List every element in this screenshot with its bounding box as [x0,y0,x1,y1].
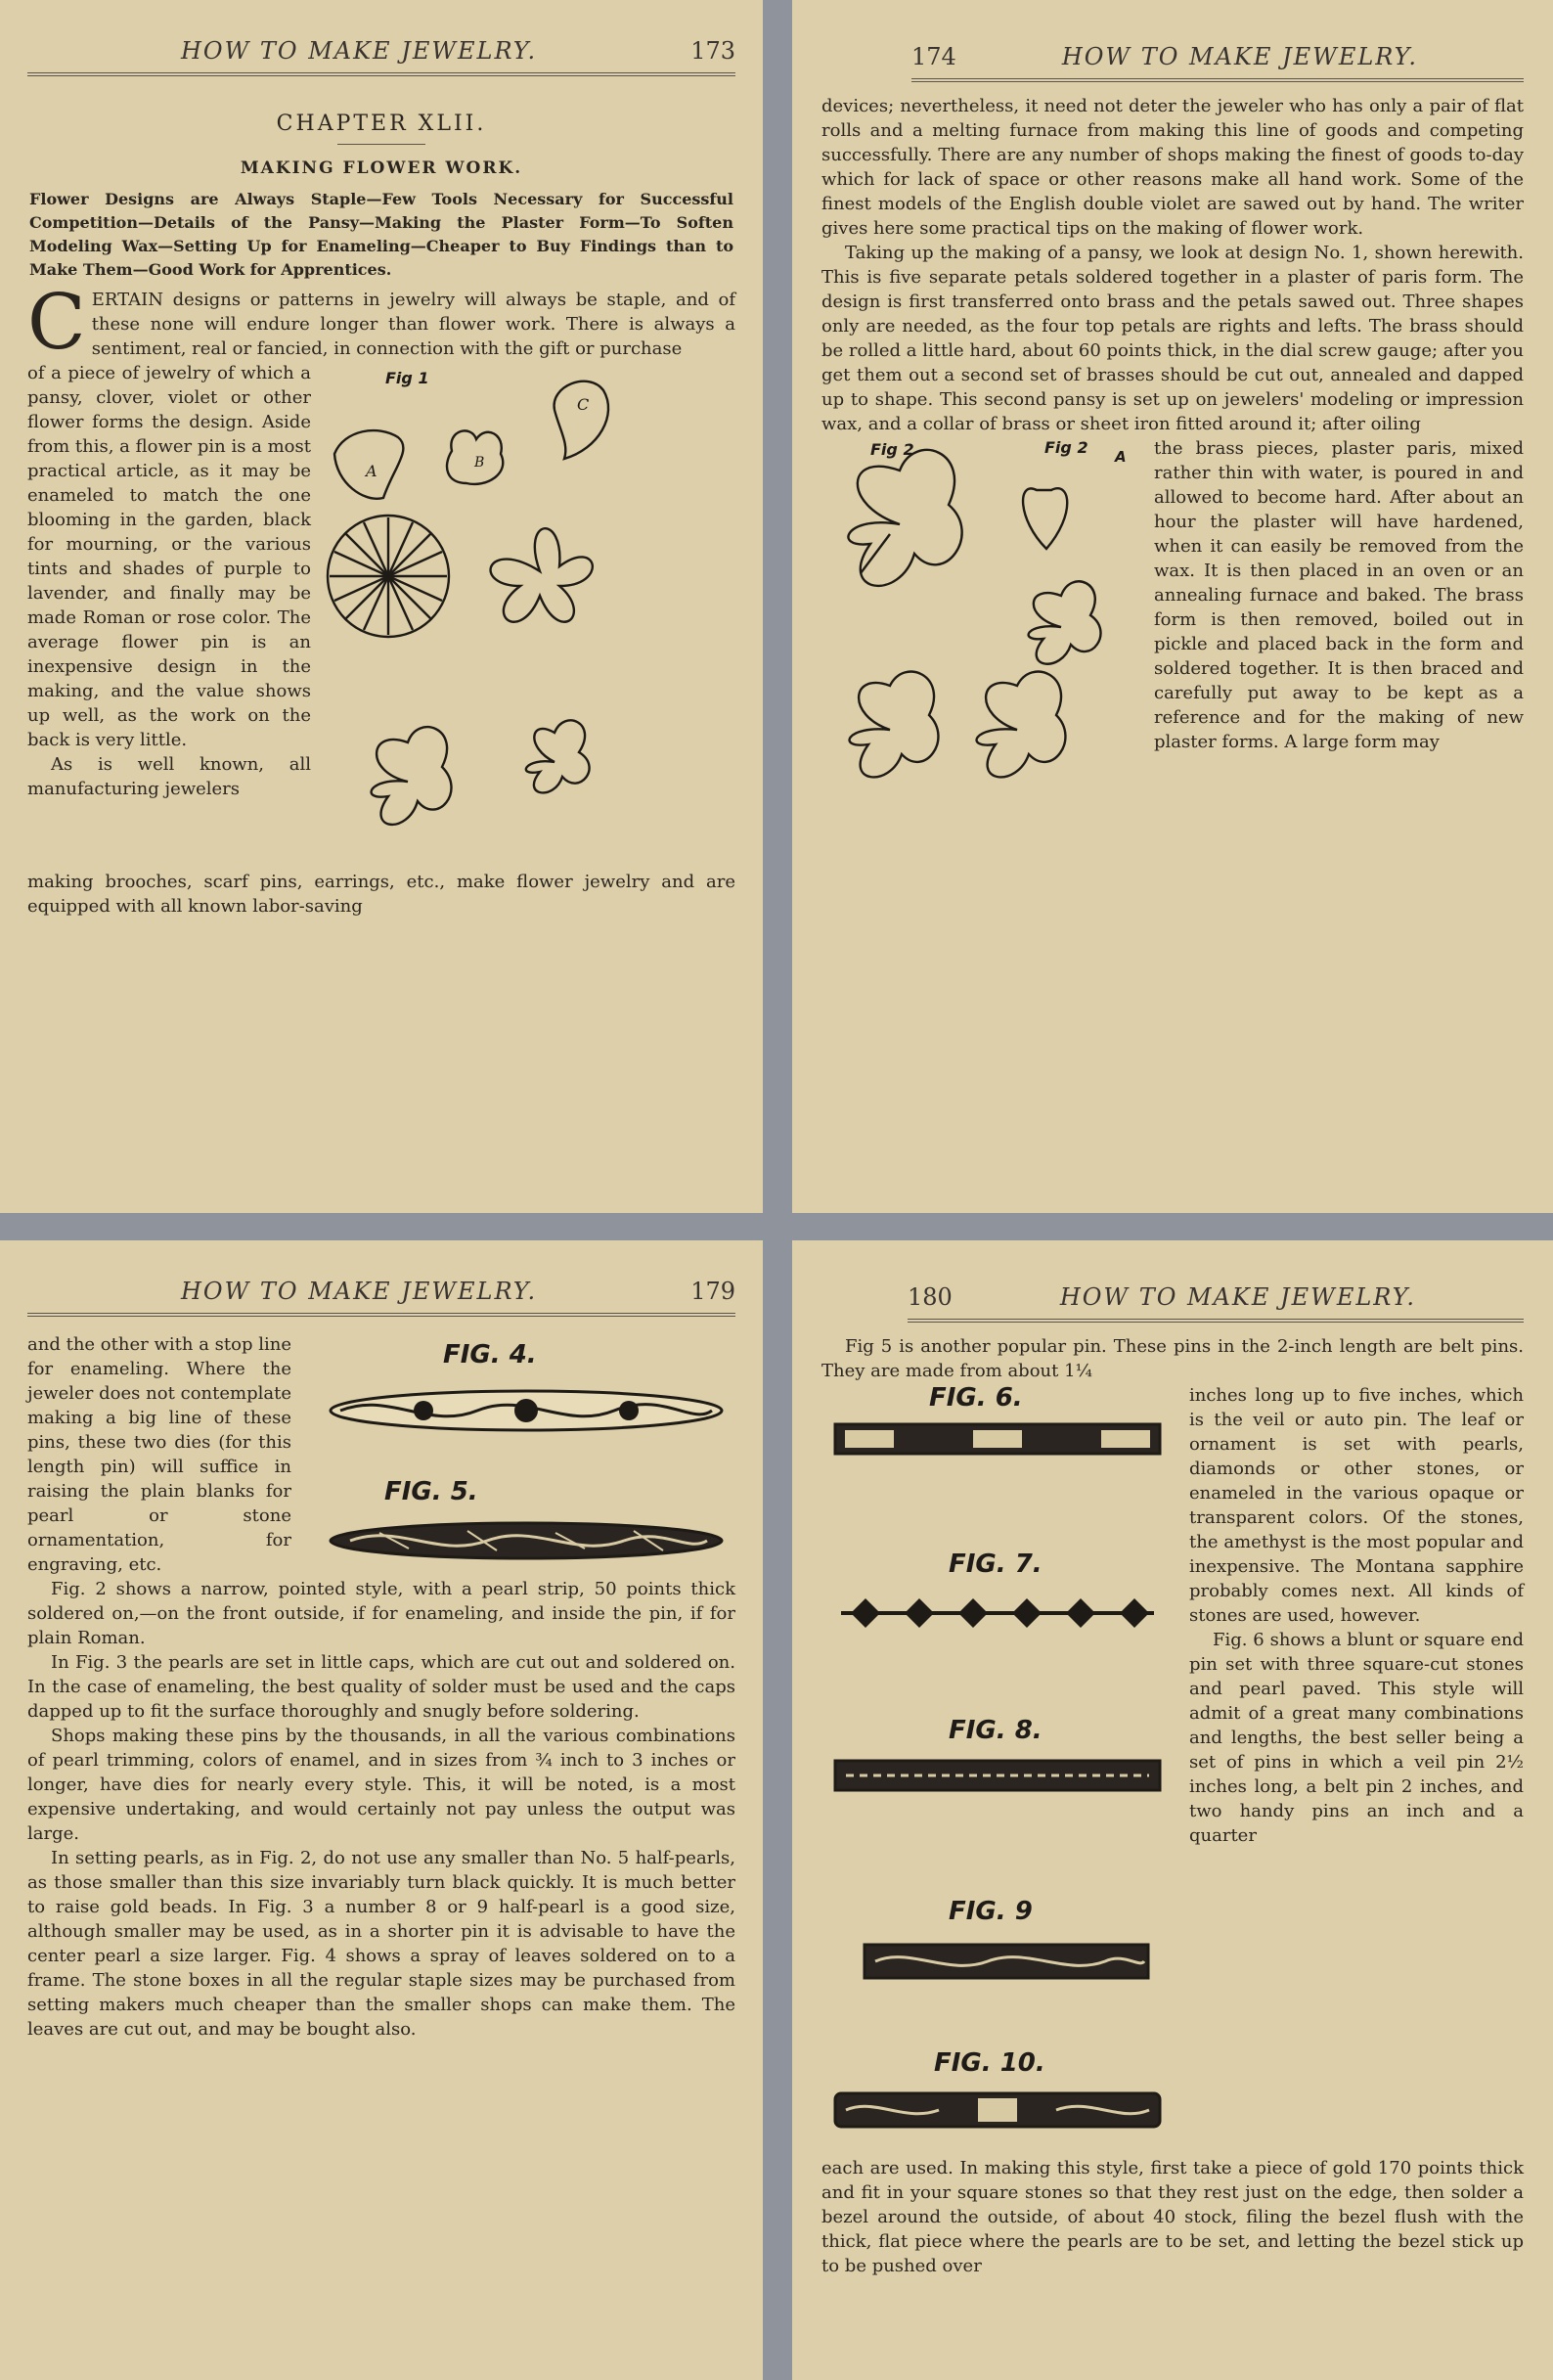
figure-2-group [821,436,1154,808]
figure-1-group [325,361,735,870]
fig-2-label: Fig 2 [870,440,914,459]
fig-4-label: FIG. 4. [443,1340,537,1370]
page-number: 173 [690,37,735,65]
paragraph-text: Taking up the making of a pansy, we look at design No. 1, shown herewith. This is five separate petals soldered together in a plaster of paris form. The design is first transferred onto brass and the petals sawed out. Three shapes only are needed, as the four top petals are rights and lefts. The brass should be rolled a little hard, about 60 points thick, in the dial screw gauge; after you get them out a second set of brasses should be cut out, annealed and dapped up to shape. This second pansy is set up on jewelers' modeling or impression wax, and a collar of brass or sheet iron fitted around it; after oiling [821,243,1524,434]
fig-2a-label: Fig 2 [1044,438,1088,457]
paragraph-text: Fig. 2 shows a narrow, pointed style, with a pearl strip, 50 points thick soldered on,—on the front outside, if for enameling, and inside the pin, if for plain Roman. [27,1579,735,1648]
fig-2-clover-illustration [821,436,1154,808]
fig-1-petals-illustration [325,361,735,870]
paragraph-text: making brooches, scarf pins, earrings, etc., make flower jewelry and are equipped with all known labor-saving [27,872,735,917]
running-title: HOW TO MAKE JEWELRY. [1061,43,1418,70]
fig-1-part-b: B [474,455,485,471]
fig-7-pin-illustration [831,1589,1164,1638]
paragraph-text: the brass pieces, plaster paris, mixed rather thin with water, is poured in and allowed to become hard. After about an hour the plaster will have hardened, when it can easily be removed from the wax. It is then placed in an oven or an annealing furnace and baked. The brass form is then removed, boiled out in pickle and placed back in the form and soldered together. It is then braced and carefully put away to be kept as a reference and for the making of new plaster forms. A large form may [1154,438,1524,752]
paragraph-text: each are used. In making this style, first take a piece of gold 170 points thick and fit in your square stones so that they rest just on the edge, then solder a bezel around the outside, of about 40 stock, filing the bezel flush with the thick, flat piece where the pearls are to be set, and letting the bezel stick up to be pushed over [821,2158,1524,2276]
running-title: HOW TO MAKE JEWELRY. [181,37,538,65]
paragraph-text: Fig. 6 shows a blunt or square end pin set with three square-cut stones and pearl paved. This style will admit of a great many combinations and lengths, the best seller being a set of pins in which a veil pin 2½ inches long, a belt pin 2 inches, and two handy pins an inch and a quarter [1189,1630,1524,1846]
page-number: 174 [911,43,956,70]
figures-6-10-group [821,1383,1183,2156]
page-180 [792,1240,1553,2380]
fig-1-part-c: C [577,395,590,414]
paragraph-text: In setting pearls, as in Fig. 2, do not use any smaller than No. 5 half-pearls, as those smaller than this size invariably turn black quickly. It is much better to raise gold beads. In Fig. 3 a number 8 or 9 half-pearl is a good size, although smaller may be used, as in a shorter pin it is advisable to have the center pearl a size larger. Fig. 4 shows a spray of leaves soldered on to a frame. The stone boxes in all the regular staple sizes may be purchased from setting makers much cheaper than the smaller shops can make them. The leaves are cut out, and may be bought also. [27,1848,735,2040]
fig-6-label: FIG. 6. [929,1383,1023,1413]
paragraph [27,279,735,367]
running-head [911,43,1524,82]
page-179 [0,1240,763,2380]
fig-7-label: FIG. 7. [949,1549,1043,1579]
fig-5-pin-illustration [321,1513,732,1568]
running-head [27,37,735,76]
page-number: 179 [690,1278,735,1305]
paragraph-text: Fig 5 is another popular pin. These pins in the 2-inch length are belt pins. They are made from about 1¼ [821,1336,1524,1381]
fig-1-part-a: A [366,462,377,480]
fig-5-label: FIG. 5. [384,1477,478,1506]
chapter-rule [337,144,425,145]
fig-4-pin-illustration [321,1381,732,1440]
page-number: 180 [908,1283,953,1311]
running-title: HOW TO MAKE JEWELRY. [1059,1283,1416,1311]
paragraph-text: Shops making these pins by the thousands, in all the various combinations of pearl trimming, colors of enamel, and in sizes from ¾ inch to 3 inches or longer, have dies for nearly every style. This, it will be noted, is a most expensive undertaking, and would certainly not pay unless the output was large. [27,1726,735,1844]
running-title: HOW TO MAKE JEWELRY. [181,1278,538,1305]
fig-9-pin-illustration [861,1941,1154,1984]
running-head [908,1283,1524,1323]
section-title: MAKING FLOWER WORK. [240,158,523,178]
fig-10-pin-illustration [831,2089,1164,2133]
paragraph-text: inches long up to five inches, which is the veil or auto pin. The leaf or ornament is set with pearls, diamonds or other stones, or enameled in the various opaque or transparent colors. Of the stones, the amethyst is the most popular and inexpensive. The Montana sapphire probably comes next. All kinds of stones are used, however. [1189,1385,1524,1626]
paragraph-text: ERTAIN designs or patterns in jewelry will always be staple, and of these none will endure longer than flower work. There is always a sentiment, real or fancied, in connection with the gift or purchase [91,290,735,359]
paragraph-text: of a piece of jewelry of which a pansy, clover, violet or other flower forms the design. Aside from this, a flower pin is a most practical article, as it may be enameled to match the one blooming in the garden, black for mourning, or the various tints and shades of purple to lavender, and finally may be made Roman or rose color. The average flower pin is an inexpensive design in the making, and the value shows up well, as the work on the back is very little. [27,363,311,750]
drop-cap: C [27,279,86,367]
chapter-summary: Flower Designs are Always Staple—Few Tools Necessary for Successful Competition—Details of the Pansy—Making the Plaster Form—To Soften Modeling Wax—Setting Up for Enameling—Cheaper to Buy Findings than to Make Them—Good Work for Apprentices. [29,190,733,279]
running-head [27,1278,735,1317]
fig-8-label: FIG. 8. [949,1716,1043,1745]
fig-2a-part: A [1115,448,1127,466]
fig-6-pin-illustration [831,1420,1164,1459]
chapter-heading: CHAPTER XLII. [276,112,487,136]
fig-8-pin-illustration [831,1757,1164,1796]
paragraph-text: In Fig. 3 the pearls are set in little caps, which are cut out and soldered on. In the case of enameling, the best quality of solder must be used and the caps dapped up to fit the surface thoroughly and snugly before soldering. [27,1652,735,1722]
paragraph-text: As is well known, all manufacturing jewelers [27,754,311,799]
figures-4-5-group [291,1332,735,1577]
fig-9-label: FIG. 9 [949,1897,1033,1926]
paragraph-text: and the other with a stop line for enameling. Where the jeweler does not contemplate making a big line of these pins, these two dies (for this length pin) will suffice in raising the plain blanks for pearl or stone ornamentation, for engraving, etc. [27,1334,291,1575]
page-173 [0,0,763,1213]
page-174 [792,0,1553,1213]
paragraph-text: devices; nevertheless, it need not deter the jeweler who has only a pair of flat rolls and a melting furnace from making this line of goods and competing successfully. There are any number of shops making the finest of goods to-day which for lack of space or other reasons make all hand work. Some of the finest models of the English double violet are sawed out by hand. The writer gives here some practical tips on the making of flower work. [821,96,1524,239]
fig-1-label: Fig 1 [385,369,429,387]
fig-10-label: FIG. 10. [934,2048,1045,2078]
